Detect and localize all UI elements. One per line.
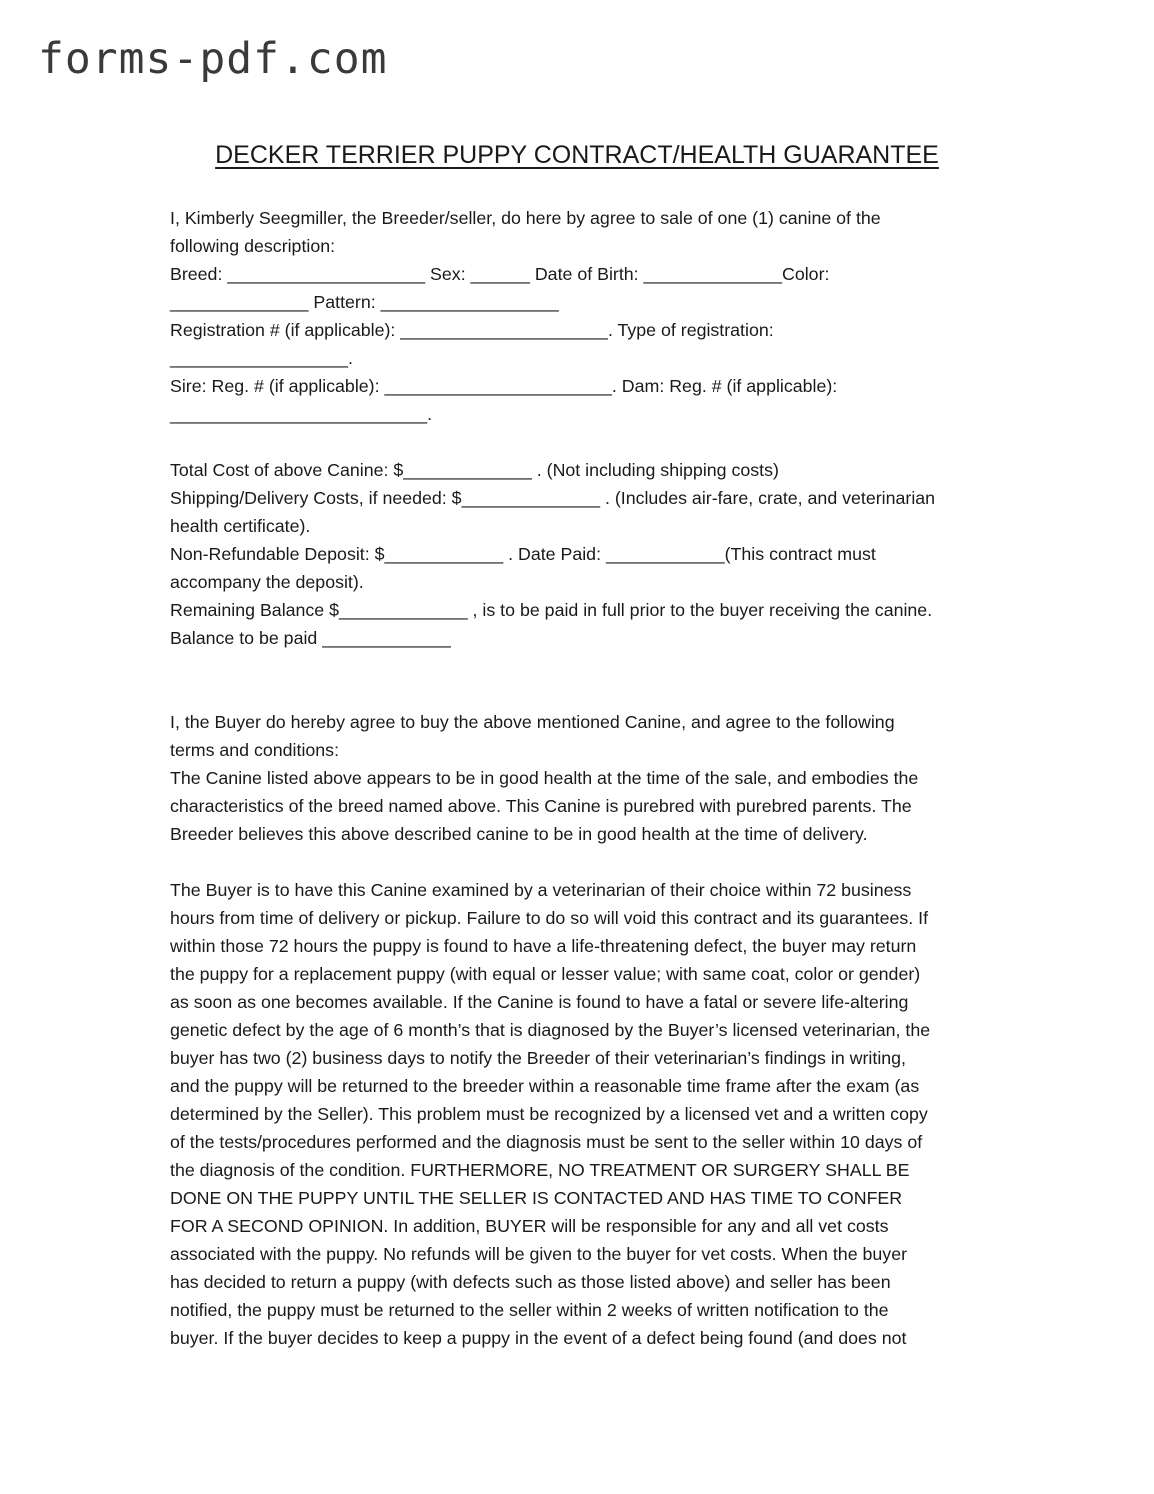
text-line: Non-Refundable Deposit: $____________ . Date Paid: ____________(This contract must <box>170 544 876 564</box>
text-line: I, the Buyer do hereby agree to buy the above mentioned Canine, and agree to the following <box>170 712 895 732</box>
paragraph <box>170 456 990 652</box>
text-line: as soon as one becomes available. If the Canine is found to have a fatal or severe life-altering <box>170 992 909 1012</box>
text-line: the puppy for a replacement puppy (with equal or lesser value; with same coat, color or gender) <box>170 964 921 984</box>
text-line: __________________. <box>170 348 353 368</box>
document-title: DECKER TERRIER PUPPY CONTRACT/HEALTH GUARANTEE <box>215 141 939 169</box>
text-line: terms and conditions: <box>170 740 340 760</box>
text-line: Shipping/Delivery Costs, if needed: $______________ . (Includes air-fare, crate, and veterinarian <box>170 488 936 508</box>
text-line: I, Kimberly Seegmiller, the Breeder/seller, do here by agree to sale of one (1) canine of the <box>170 208 881 228</box>
text-line: DONE ON THE PUPPY UNTIL THE SELLER IS CONTACTED AND HAS TIME TO CONFER <box>170 1188 903 1208</box>
text-line: Sire: Reg. # (if applicable): _______________________. Dam: Reg. # (if applicable): <box>170 376 838 396</box>
text-line: Registration # (if applicable): _____________________. Type of registration: <box>170 320 774 340</box>
document-body <box>170 204 990 1352</box>
text-line: Remaining Balance $_____________ , is to be paid in full prior to the buyer receiving the canine. <box>170 600 933 620</box>
paragraph <box>170 876 990 1352</box>
text-line: FOR A SECOND OPINION. In addition, BUYER will be responsible for any and all vet costs <box>170 1216 889 1236</box>
text-line: Balance to be paid _____________ <box>170 628 451 648</box>
text-line: ______________ Pattern: __________________ <box>170 292 559 312</box>
text-line: of the tests/procedures performed and the diagnosis must be sent to the seller within 10 days of <box>170 1132 923 1152</box>
text-line: associated with the puppy. No refunds will be given to the buyer for vet costs. When the buyer <box>170 1244 908 1264</box>
text-line: health certificate). <box>170 516 311 536</box>
watermark: forms-pdf.com <box>38 34 388 84</box>
text-line: the diagnosis of the condition. FURTHERMORE, NO TREATMENT OR SURGERY SHALL BE <box>170 1160 910 1180</box>
text-line: following description: <box>170 236 336 256</box>
text-line: characteristics of the breed named above. This Canine is purebred with purebred parents. The <box>170 796 912 816</box>
text-line: and the puppy will be returned to the breeder within a reasonable time frame after the exam (as <box>170 1076 920 1096</box>
paragraph <box>170 708 990 848</box>
text-line: Total Cost of above Canine: $_____________ . (Not including shipping costs) <box>170 460 779 480</box>
text-line: Breeder believes this above described canine to be in good health at the time of delivery. <box>170 824 868 844</box>
text-line: buyer. If the buyer decides to keep a puppy in the event of a defect being found (and does not <box>170 1328 907 1348</box>
text-line: The Buyer is to have this Canine examined by a veterinarian of their choice within 72 business <box>170 880 912 900</box>
text-line: The Canine listed above appears to be in good health at the time of the sale, and embodies the <box>170 768 919 788</box>
text-line: notified, the puppy must be returned to the seller within 2 weeks of written notification to the <box>170 1300 889 1320</box>
text-line: Breed: ____________________ Sex: ______ Date of Birth: ______________Color: <box>170 264 830 284</box>
paragraph <box>170 204 990 428</box>
text-line: hours from time of delivery or pickup. Failure to do so will void this contract and its guarantees. If <box>170 908 929 928</box>
text-line: buyer has two (2) business days to notify the Breeder of their veterinarian’s findings in writing, <box>170 1048 906 1068</box>
text-line: __________________________. <box>170 404 433 424</box>
text-line: within those 72 hours the puppy is found to have a life-threatening defect, the buyer may return <box>170 936 917 956</box>
text-line: genetic defect by the age of 6 month’s that is diagnosed by the Buyer’s licensed veterinarian, the <box>170 1020 931 1040</box>
text-line: determined by the Seller). This problem must be recognized by a licensed vet and a written copy <box>170 1104 928 1124</box>
text-line: has decided to return a puppy (with defects such as those listed above) and seller has been <box>170 1272 891 1292</box>
text-line: accompany the deposit). <box>170 572 364 592</box>
